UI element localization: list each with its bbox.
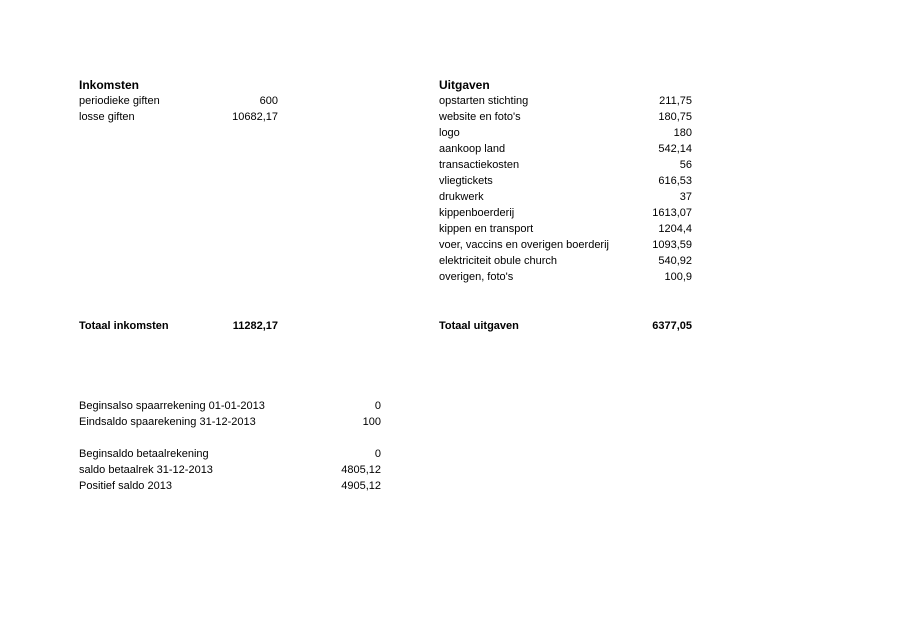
expense-row: [439, 157, 692, 173]
expenses-section: [439, 77, 692, 285]
expense-value: 180,75: [658, 111, 692, 123]
income-total-label: Totaal inkomsten: [79, 320, 169, 332]
balance-value: 0: [374, 448, 381, 460]
savings-row: [79, 414, 381, 430]
expense-label: voer, vaccins en overigen boerderij: [439, 239, 609, 251]
income-row: [79, 109, 278, 125]
income-label: losse giften: [79, 111, 135, 123]
expenses-total: [439, 318, 692, 334]
income-label: periodieke giften: [79, 95, 160, 107]
expense-value: 56: [679, 159, 692, 171]
expenses-heading: Uitgaven: [439, 78, 490, 92]
balance-value: 4805,12: [341, 464, 381, 476]
checking-row: [79, 446, 381, 462]
balance-value: 100: [362, 416, 381, 428]
balance-label: Beginsalso spaarrekening 01-01-2013: [79, 400, 265, 412]
expense-label: opstarten stichting: [439, 95, 529, 107]
expense-value: 37: [679, 191, 692, 203]
expense-value: 1613,07: [652, 207, 692, 219]
balance-label: Positief saldo 2013: [79, 480, 172, 492]
expense-row: [439, 253, 692, 269]
expense-label: kippen en transport: [439, 223, 534, 235]
expense-row: [439, 141, 692, 157]
expense-value: 1093,59: [652, 239, 692, 251]
expense-row: [439, 237, 692, 253]
income-row: [79, 93, 278, 109]
balance-label: Beginsaldo betaalrekening: [79, 448, 209, 460]
spacer: [79, 430, 381, 446]
expense-value: 1204,4: [658, 223, 692, 235]
expense-label: drukwerk: [439, 191, 484, 203]
balance-value: 4905,12: [341, 480, 381, 492]
expense-row: [439, 93, 692, 109]
expense-value: 211,75: [659, 95, 692, 107]
expense-label: vliegtickets: [439, 175, 493, 187]
expense-label: overigen, foto's: [439, 271, 514, 283]
expense-label: elektriciteit obule church: [439, 255, 558, 267]
balance-label: saldo betaalrek 31-12-2013: [79, 464, 213, 476]
checking-row: [79, 478, 381, 494]
expense-label: aankoop land: [439, 143, 506, 155]
balance-value: 0: [374, 400, 381, 412]
balance-label: Eindsaldo spaarekening 31-12-2013: [79, 416, 256, 428]
income-section: [79, 77, 278, 125]
income-value: 10682,17: [232, 111, 278, 123]
expense-row: [439, 269, 692, 285]
expense-row: [439, 189, 692, 205]
expense-value: 180: [673, 127, 692, 139]
expense-value: 542,14: [658, 143, 692, 155]
balances-section: [79, 398, 381, 494]
expense-value: 100,9: [664, 271, 692, 283]
expense-label: logo: [439, 127, 460, 139]
expenses-total-value: 6377,05: [652, 320, 692, 332]
expense-row: [439, 173, 692, 189]
checking-row: [79, 462, 381, 478]
expense-row: [439, 125, 692, 141]
expense-value: 616,53: [658, 175, 692, 187]
income-value: 600: [259, 95, 278, 107]
income-total: [79, 318, 278, 334]
expense-label: website en foto's: [439, 111, 521, 123]
expense-label: transactiekosten: [439, 159, 520, 171]
expenses-total-row: [439, 318, 692, 334]
expenses-total-label: Totaal uitgaven: [439, 320, 519, 332]
expense-row: [439, 109, 692, 125]
income-heading: Inkomsten: [79, 78, 140, 92]
expense-row: [439, 221, 692, 237]
income-total-value: 11282,17: [232, 320, 278, 332]
expense-row: [439, 205, 692, 221]
savings-row: [79, 398, 381, 414]
expense-label: kippenboerderij: [439, 207, 515, 219]
expense-value: 540,92: [658, 255, 692, 267]
income-total-row: [79, 318, 278, 334]
